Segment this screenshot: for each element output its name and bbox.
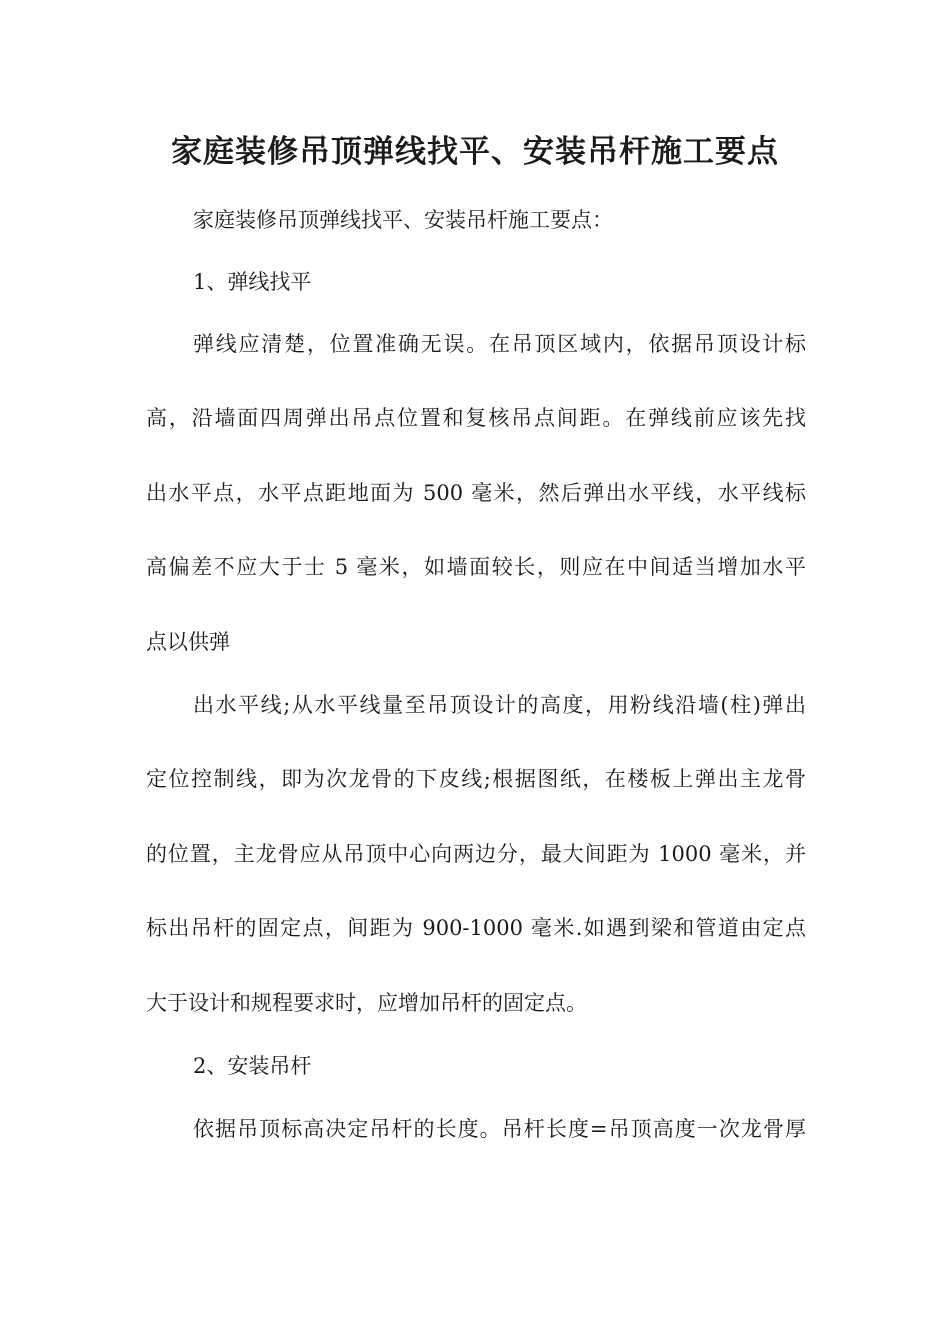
paragraph-line: 大于设计和规程要求时，应增加吊杆的固定点。 [146, 991, 587, 1015]
paragraph-line: 标出吊杆的固定点，间距为 900-1000 毫米.如遇到梁和管道由定点 [146, 916, 806, 940]
paragraph-line: 定位控制线，即为次龙骨的下皮线;根据图纸，在楼板上弹出主龙骨 [146, 767, 806, 791]
document-title: 家庭装修吊顶弹线找平、安装吊杆施工要点 [171, 134, 779, 170]
paragraph-line: 弹线应清楚，位置准确无误。在吊顶区域内，依据吊顶设计标 [193, 332, 806, 356]
paragraph-line: 出水平点，水平点距地面为 500 毫米，然后弹出水平线，水平线标 [146, 481, 806, 505]
paragraph-line: 出水平线;从水平线量至吊顶设计的高度，用粉线沿墙(柱)弹出 [193, 693, 806, 717]
section-heading-2: 2、安装吊杆 [193, 1054, 312, 1078]
paragraph-line: 高，沿墙面四周弹出吊点位置和复核吊点间距。在弹线前应该先找 [146, 406, 806, 430]
paragraph-line: 高偏差不应大于士 5 毫米，如墙面较长，则应在中间适当增加水平 [146, 555, 806, 579]
paragraph-line: 的位置，主龙骨应从吊顶中心向两边分，最大间距为 1000 毫米，并 [146, 842, 806, 866]
paragraph-line: 依据吊顶标高决定吊杆的长度。吊杆长度=吊顶高度一次龙骨厚 [193, 1117, 806, 1141]
intro-text: 家庭装修吊顶弹线找平、安装吊杆施工要点： [193, 208, 613, 232]
paragraph-line: 点以供弹 [146, 630, 230, 654]
section-heading-1: 1、弹线找平 [193, 270, 312, 294]
